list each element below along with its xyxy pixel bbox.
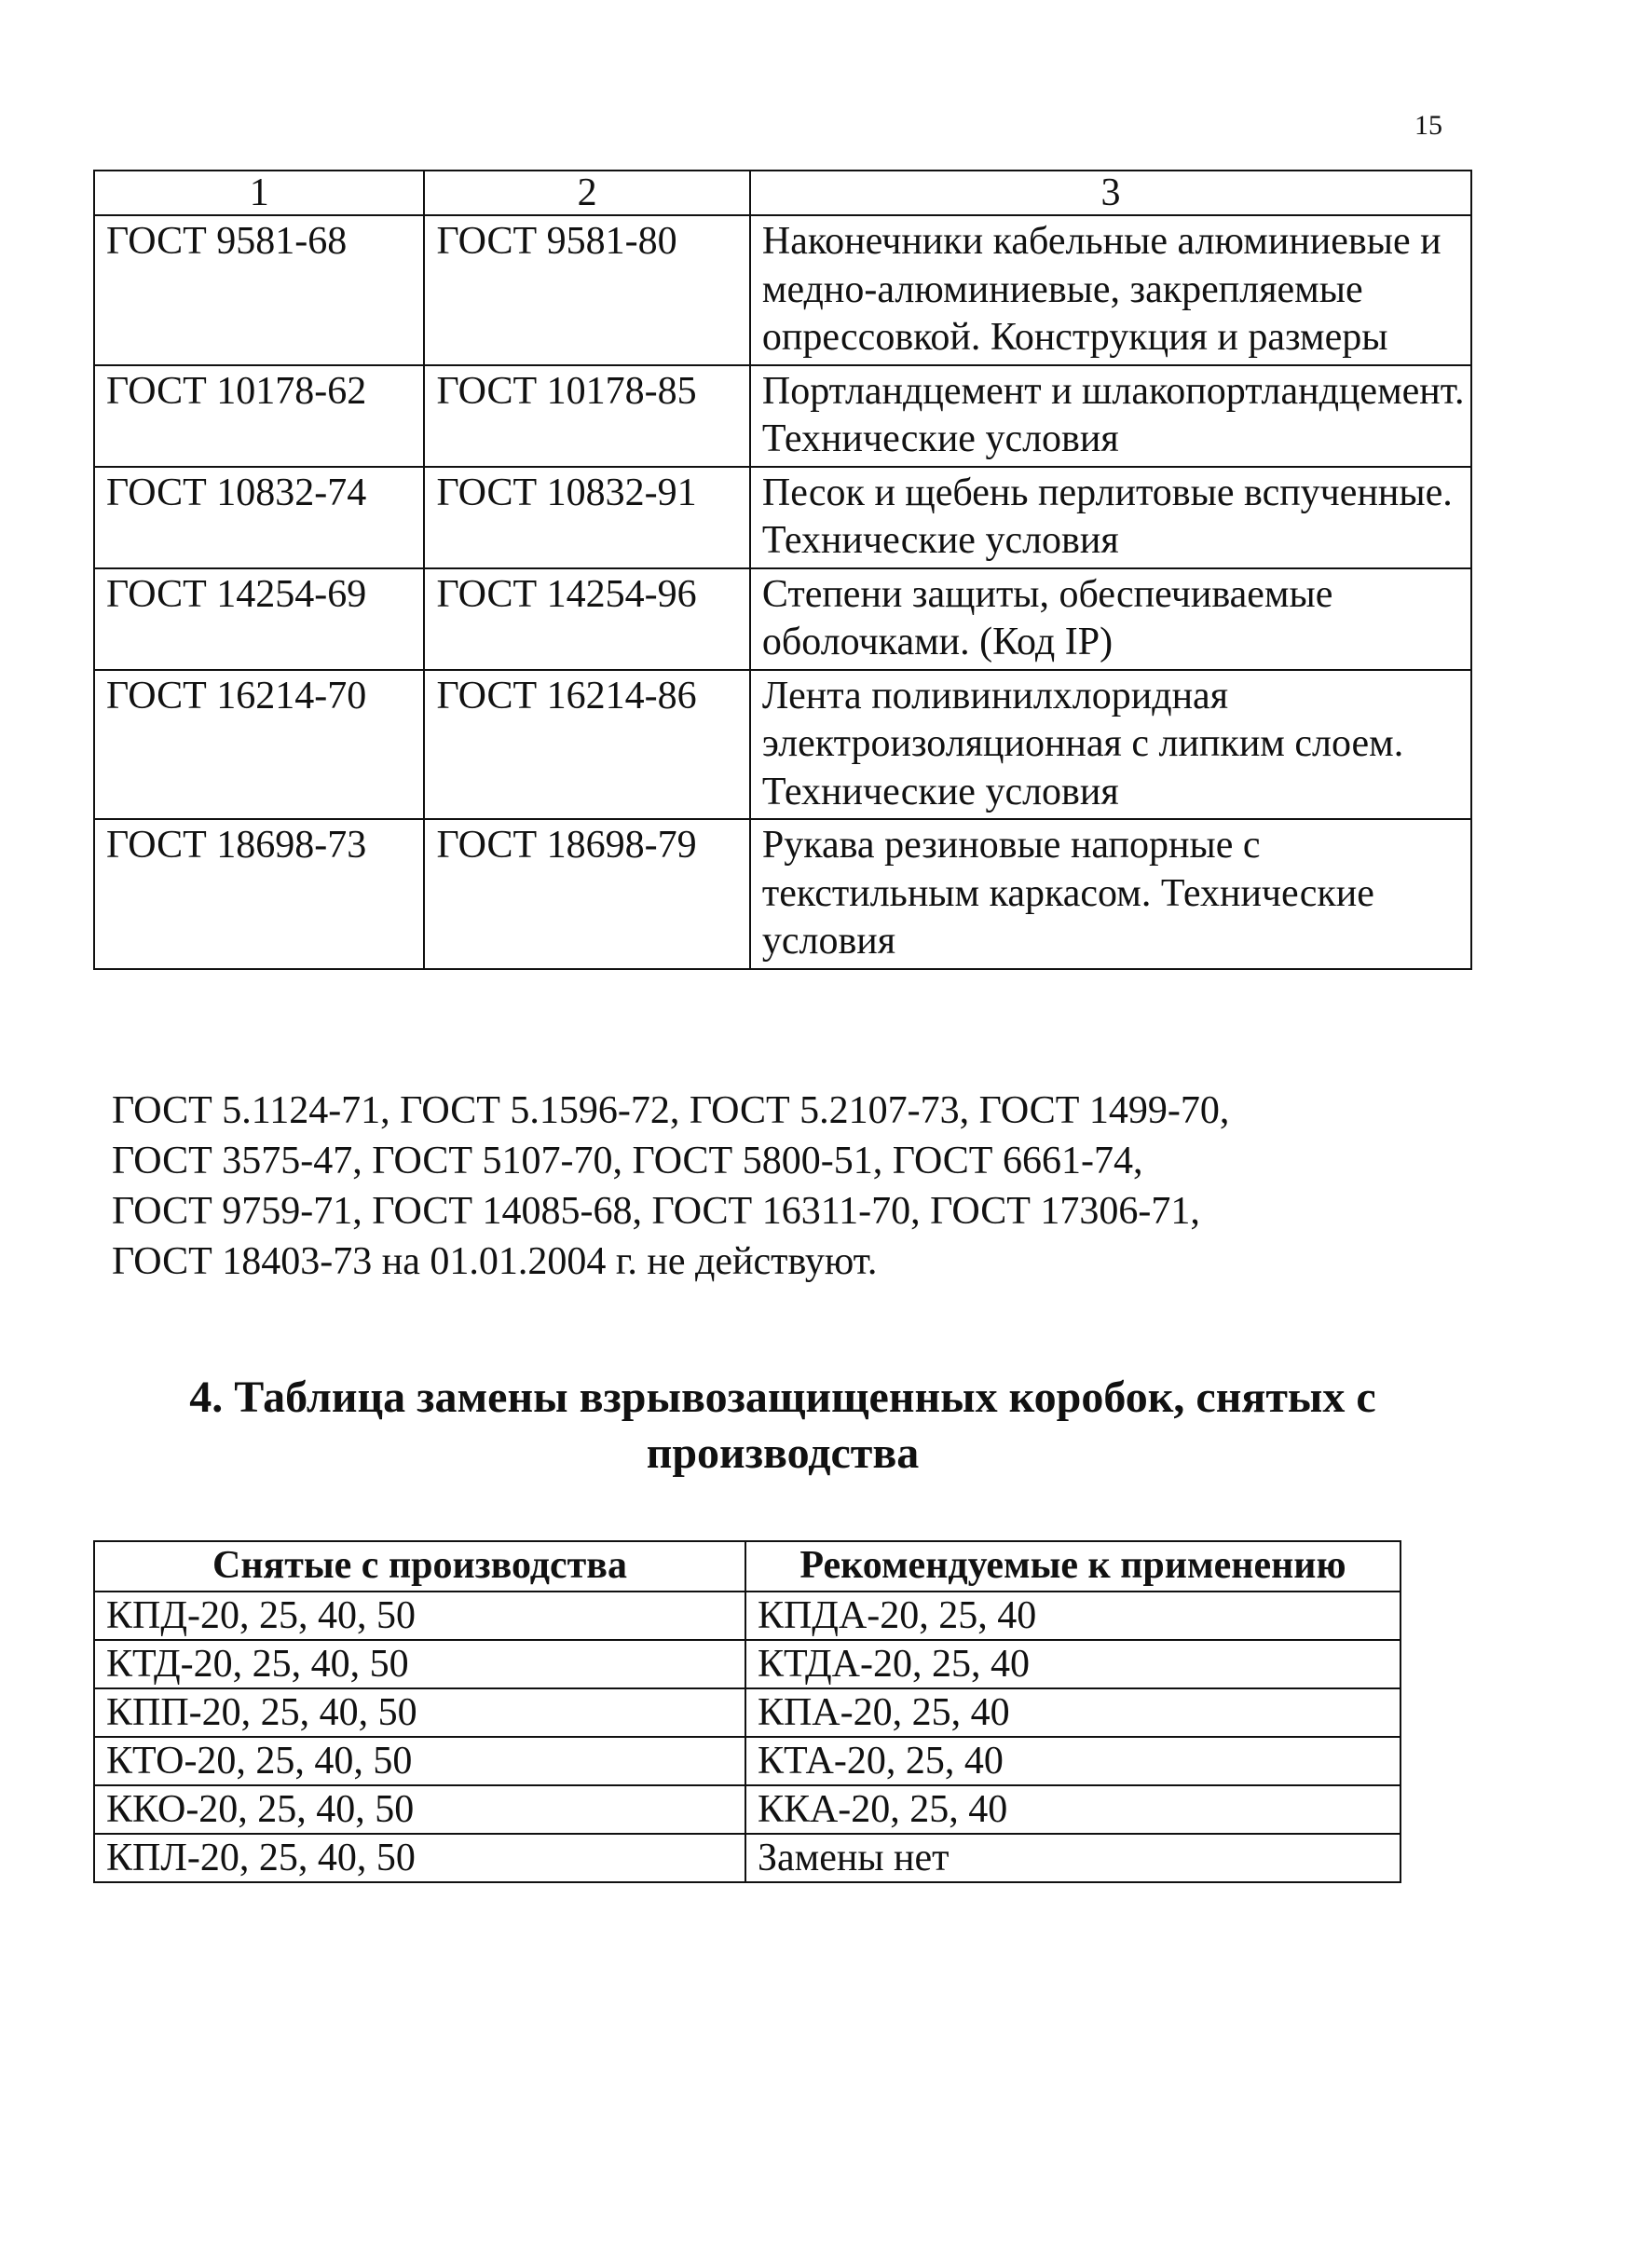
- table-row: [94, 467, 1471, 568]
- new-standard-cell: ГОСТ 16214-86: [424, 670, 749, 820]
- new-standard-cell: ГОСТ 18698-79: [424, 819, 749, 969]
- gost-replacement-table: [93, 170, 1472, 970]
- table-row: [94, 670, 1471, 820]
- column-header: 2: [424, 171, 749, 215]
- column-header: Рекомендуемые к применению: [745, 1541, 1401, 1592]
- page-number: 15: [1414, 110, 1442, 141]
- removed-product-cell: КПЛ-20, 25, 40, 50: [94, 1834, 745, 1882]
- section-title: 4. Таблица замены взрывозащищенных коробок, снятых с производства: [189, 1373, 1376, 1478]
- junction-box-replacement-table: [93, 1540, 1401, 1883]
- recommended-product-cell: КПА-20, 25, 40: [745, 1688, 1401, 1737]
- old-standard-cell: ГОСТ 9581-68: [94, 215, 424, 365]
- removed-product-cell: КТД-20, 25, 40, 50: [94, 1640, 745, 1688]
- table-row: [94, 215, 1471, 365]
- description-cell: Портландцемент и шлакопортландцемент. Технические условия: [750, 365, 1471, 467]
- recommended-product-cell: КТДА-20, 25, 40: [745, 1640, 1401, 1688]
- recommended-product-cell: ККА-20, 25, 40: [745, 1785, 1401, 1834]
- table-row: [94, 819, 1471, 969]
- table-row: [94, 568, 1471, 670]
- new-standard-cell: ГОСТ 9581-80: [424, 215, 749, 365]
- recommended-product-cell: КПДА-20, 25, 40: [745, 1592, 1401, 1640]
- recommended-product-cell: КТА-20, 25, 40: [745, 1737, 1401, 1785]
- table-row: [94, 365, 1471, 467]
- table-row: [94, 1834, 1401, 1882]
- column-header: Снятые с производства: [94, 1541, 745, 1592]
- new-standard-cell: ГОСТ 14254-96: [424, 568, 749, 670]
- description-cell: Степени защиты, обеспечиваемые оболочками. (Код IP): [750, 568, 1471, 670]
- removed-product-cell: КТО-20, 25, 40, 50: [94, 1737, 745, 1785]
- new-standard-cell: ГОСТ 10178-85: [424, 365, 749, 467]
- old-standard-cell: ГОСТ 18698-73: [94, 819, 424, 969]
- new-standard-cell: ГОСТ 10832-91: [424, 467, 749, 568]
- table-header-row: [94, 1541, 1401, 1592]
- description-cell: Песок и щебень перлитовые вспученные. Технические условия: [750, 467, 1471, 568]
- old-standard-cell: ГОСТ 10178-62: [94, 365, 424, 467]
- table-row: [94, 1640, 1401, 1688]
- table-header-row: [94, 171, 1471, 215]
- column-header: 1: [94, 171, 424, 215]
- description-cell: Рукава резиновые напорные с текстильным каркасом. Технические условия: [750, 819, 1471, 969]
- old-standard-cell: ГОСТ 10832-74: [94, 467, 424, 568]
- table-row: [94, 1737, 1401, 1785]
- table-row: [94, 1785, 1401, 1834]
- old-standard-cell: ГОСТ 14254-69: [94, 568, 424, 670]
- column-header: 3: [750, 171, 1471, 215]
- recommended-product-cell: Замены нет: [745, 1834, 1401, 1882]
- table-row: [94, 1592, 1401, 1640]
- description-cell: Лента поливинилхлоридная электроизоляционная с липким слоем. Технические условия: [750, 670, 1471, 820]
- removed-product-cell: КПД-20, 25, 40, 50: [94, 1592, 745, 1640]
- table-row: [94, 1688, 1401, 1737]
- obsolete-standards-notice: ГОСТ 5.1124-71, ГОСТ 5.1596-72, ГОСТ 5.2107-73, ГОСТ 1499-70, ГОСТ 3575-47, ГОСТ 5107-70, ГОСТ 5800-51, ГОСТ 6661-74, ГОСТ 9759-71, ГОСТ 14085-68, ГОСТ 16311-70, ГОСТ 17306-71, ГОСТ 18403-73 на 01.01.2004 г. не действуют.: [112, 1089, 1230, 1283]
- removed-product-cell: КПП-20, 25, 40, 50: [94, 1688, 745, 1737]
- old-standard-cell: ГОСТ 16214-70: [94, 670, 424, 820]
- removed-product-cell: ККО-20, 25, 40, 50: [94, 1785, 745, 1834]
- description-cell: Наконечники кабельные алюминиевые и медно-алюминиевые, закрепляемые опрессовкой. Конструкция и размеры: [750, 215, 1471, 365]
